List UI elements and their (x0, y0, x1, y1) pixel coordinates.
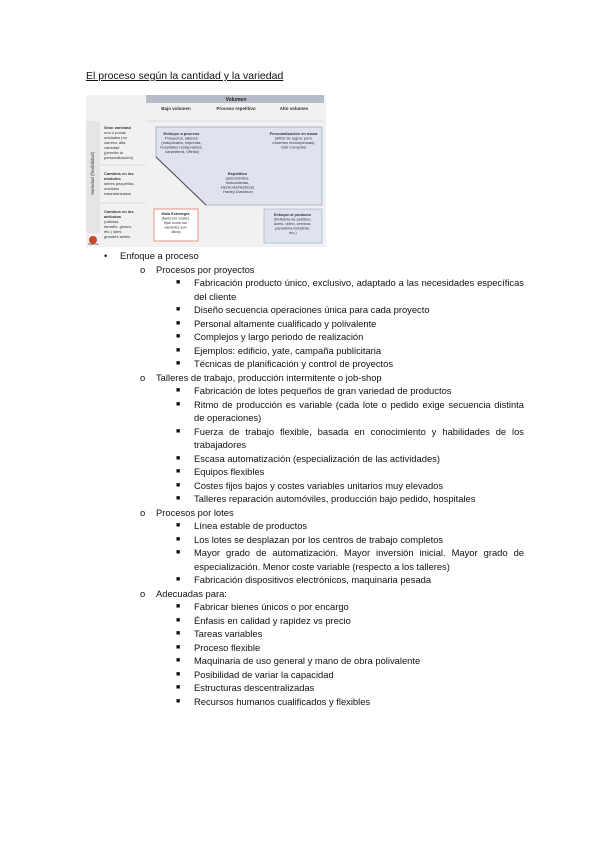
outline-level3-item (104, 546, 524, 573)
col-high-volume: Alto volumen (279, 106, 309, 111)
bullet-square-icon: ■ (176, 333, 181, 340)
cell-process-focus: Enfoque a proceso Proyectos, talleres (maquinaria, imprenta, hospitales restaurantes, carpintería, Ofinisi) (160, 131, 203, 154)
outline-level2-item (104, 263, 524, 277)
bullet-square-icon: ■ (176, 279, 181, 286)
bullet-square-icon: ■ (176, 400, 181, 408)
process-matrix-figure (86, 95, 326, 247)
level2-text: Adecuadas para: (156, 587, 227, 599)
outline-level3-item (104, 641, 524, 655)
outline-level3-item (104, 384, 524, 398)
level3-text: Tareas variables (194, 628, 263, 639)
level3-text: Escasa automatización (especialización de las actividades) (194, 452, 440, 464)
level3-text: Fabricación de lotes pequeños de gran variedad de productos (194, 385, 452, 396)
bullet-square-icon: ■ (176, 481, 181, 489)
level3-text: Fabricación producto único, exclusivo, adaptado a las necesidades específicas del cliente (194, 277, 524, 302)
outline-level3-item (104, 654, 524, 668)
outline-level3-item (104, 492, 524, 506)
level3-text: Posibilidad de variar la capacidad (194, 668, 334, 680)
outline-level3-item (104, 452, 524, 466)
level2-text: Talleres de trabajo, producción intermitente o job-shop (156, 371, 382, 383)
outline-level3-item (104, 573, 524, 587)
level3-text: Proceso flexible (194, 641, 261, 653)
level3-text: Línea estable de productos (194, 520, 308, 531)
col-repetitive: Proceso repetitivo (216, 106, 256, 111)
level3-text: Personal altamente cualificado y polivalente (194, 317, 377, 329)
bullet-square-icon: ■ (176, 643, 181, 651)
outline-level3-item (104, 330, 524, 344)
svg-text:Pearson: Pearson (88, 242, 100, 246)
outline-level3-item (104, 695, 524, 709)
bullet-square-icon: ■ (176, 670, 181, 678)
outline-level1-item (104, 249, 524, 263)
bullet-square-icon: ■ (176, 495, 181, 502)
level3-text: Ritmo de producción es variable (cada lote o pedido exige secuencia distinta de operaciones) (194, 398, 524, 423)
outline-level3-item (104, 357, 524, 371)
level3-text: Ejemplos: edificio, yate, campaña publicitaria (194, 344, 382, 356)
level3-text: Talleres reparación automóviles, producción bajo pedido, hospitales (194, 493, 476, 504)
volume-header: Volumen (225, 97, 247, 103)
outline-level3-item (104, 519, 524, 533)
outline-level3-item (104, 668, 524, 682)
level3-text: Técnicas de planificación y control de proyectos (194, 358, 394, 369)
row-modules: Cambios en los módulos series pequeñas, módulos estandarizados (104, 171, 135, 196)
process-matrix-diagram (86, 95, 326, 247)
outline-level3-item (104, 614, 524, 628)
level2-text: Procesos por lotes (156, 506, 234, 518)
outline-level3-item (104, 276, 524, 303)
level3-text: Complejos y largo periodo de realización (194, 331, 364, 342)
cell-bad-strategy: Mala Estrategia (tanto los costes fijos como los variables son altos) (161, 212, 190, 234)
cell-repetitive: Repetitivo (automóviles, motocicletas, electrodomésticos) Harley-Davidson (220, 171, 255, 194)
outline-level2-item (104, 371, 524, 385)
row-high-variety: Gran variedad una o pocas unidades por carrera, alta variedad (permite la personalización) (104, 125, 134, 160)
level3-text: Costes fijos bajos y costes variables unitarios muy elevados (194, 479, 444, 491)
level3-text: Fabricación dispositivos electrónicos, maquinaria pesada (194, 574, 432, 585)
bullet-square-icon: ■ (176, 576, 181, 583)
outline-sections (104, 263, 524, 709)
col-low-volume: Bajo volumen (161, 106, 191, 111)
level3-text: Mayor grado de automatización. Mayor inversión inicial. Mayor grado de especialización. Menor coste variable (respecto a los talleres) (194, 547, 524, 572)
outline-level3-item (104, 425, 524, 452)
cell-product-focus: Enfoque al producto (Refinería de petróleo, acero, vidrio, cerveza, panadería industrial, etc.) (273, 213, 312, 235)
bullet-square-icon: ■ (176, 427, 181, 435)
bullet-square-icon: ■ (176, 616, 181, 624)
outline-level3-item (104, 303, 524, 317)
bullet-square-icon: ■ (176, 630, 181, 637)
bullet-circle-icon: o (140, 371, 146, 383)
outline-level3-item (104, 398, 524, 425)
bullet-square-icon: ■ (176, 603, 181, 610)
level3-text: Los lotes se desplazan por los centros de trabajo completos (194, 533, 444, 545)
level3-text: Equipos flexibles (194, 466, 265, 477)
outline-level2-item (104, 587, 524, 601)
level3-text: Recursos humanos cualificados y flexibles (194, 695, 371, 707)
bullet-square-icon: ■ (176, 360, 181, 367)
level2-text: Procesos por proyectos (156, 263, 255, 275)
bullet-circle-icon: o (140, 506, 146, 518)
bullet-square-icon: ■ (176, 346, 181, 354)
level3-text: Estructuras descentralizadas (194, 682, 315, 693)
outline-level3-item (104, 317, 524, 331)
bullet-square-icon: ■ (176, 387, 181, 394)
outline-level3-item (104, 344, 524, 358)
bullet-square-icon: ■ (176, 657, 181, 664)
bullet-dot-icon: • (104, 250, 108, 261)
bullet-circle-icon: o (140, 263, 146, 275)
row-attributes: Cambios en los atributos (calidad, tamaño, grosor, etc.) lotes grandes series (104, 209, 134, 239)
outline (104, 249, 524, 708)
bullet-square-icon: ■ (176, 522, 181, 529)
bullet-square-icon: ■ (176, 468, 181, 475)
level3-text: Maquinaria de uso general y mano de obra polivalente (194, 655, 421, 666)
bullet-square-icon: ■ (176, 306, 181, 313)
outline-level3-item (104, 479, 524, 493)
level3-text: Diseño secuencia operaciones única para cada proyecto (194, 304, 430, 315)
bullet-circle-icon: o (140, 587, 146, 599)
level1-text: Enfoque a proceso (120, 250, 199, 261)
outline-level3-item (104, 681, 524, 695)
variety-axis-label: Variedad (flexibilidad) (90, 152, 95, 195)
outline-level3-item (104, 600, 524, 614)
section-title: El proceso según la cantidad y la variedad (86, 70, 284, 82)
bullet-square-icon: ■ (176, 535, 181, 543)
level3-text: Fabricar bienes únicos o por encargo (194, 601, 349, 612)
bullet-square-icon: ■ (176, 697, 181, 705)
bullet-square-icon: ■ (176, 319, 181, 327)
outline-level3-item (104, 465, 524, 479)
level3-text: Fuerza de trabajo flexible, basada en conocimiento y habilidades de los trabajadores (194, 425, 524, 450)
outline-level3-item (104, 627, 524, 641)
bullet-square-icon: ■ (176, 454, 181, 462)
outline-level3-item (104, 533, 524, 547)
level3-text: Énfasis en calidad y rapidez vs precio (194, 614, 351, 626)
bullet-square-icon: ■ (176, 549, 181, 556)
outline-level2-item (104, 506, 524, 520)
cell-mass-customization: Personalización en masa (difícil de lograr, pero enormes recompensas) Dell Computer (269, 131, 318, 150)
bullet-square-icon: ■ (176, 684, 181, 691)
